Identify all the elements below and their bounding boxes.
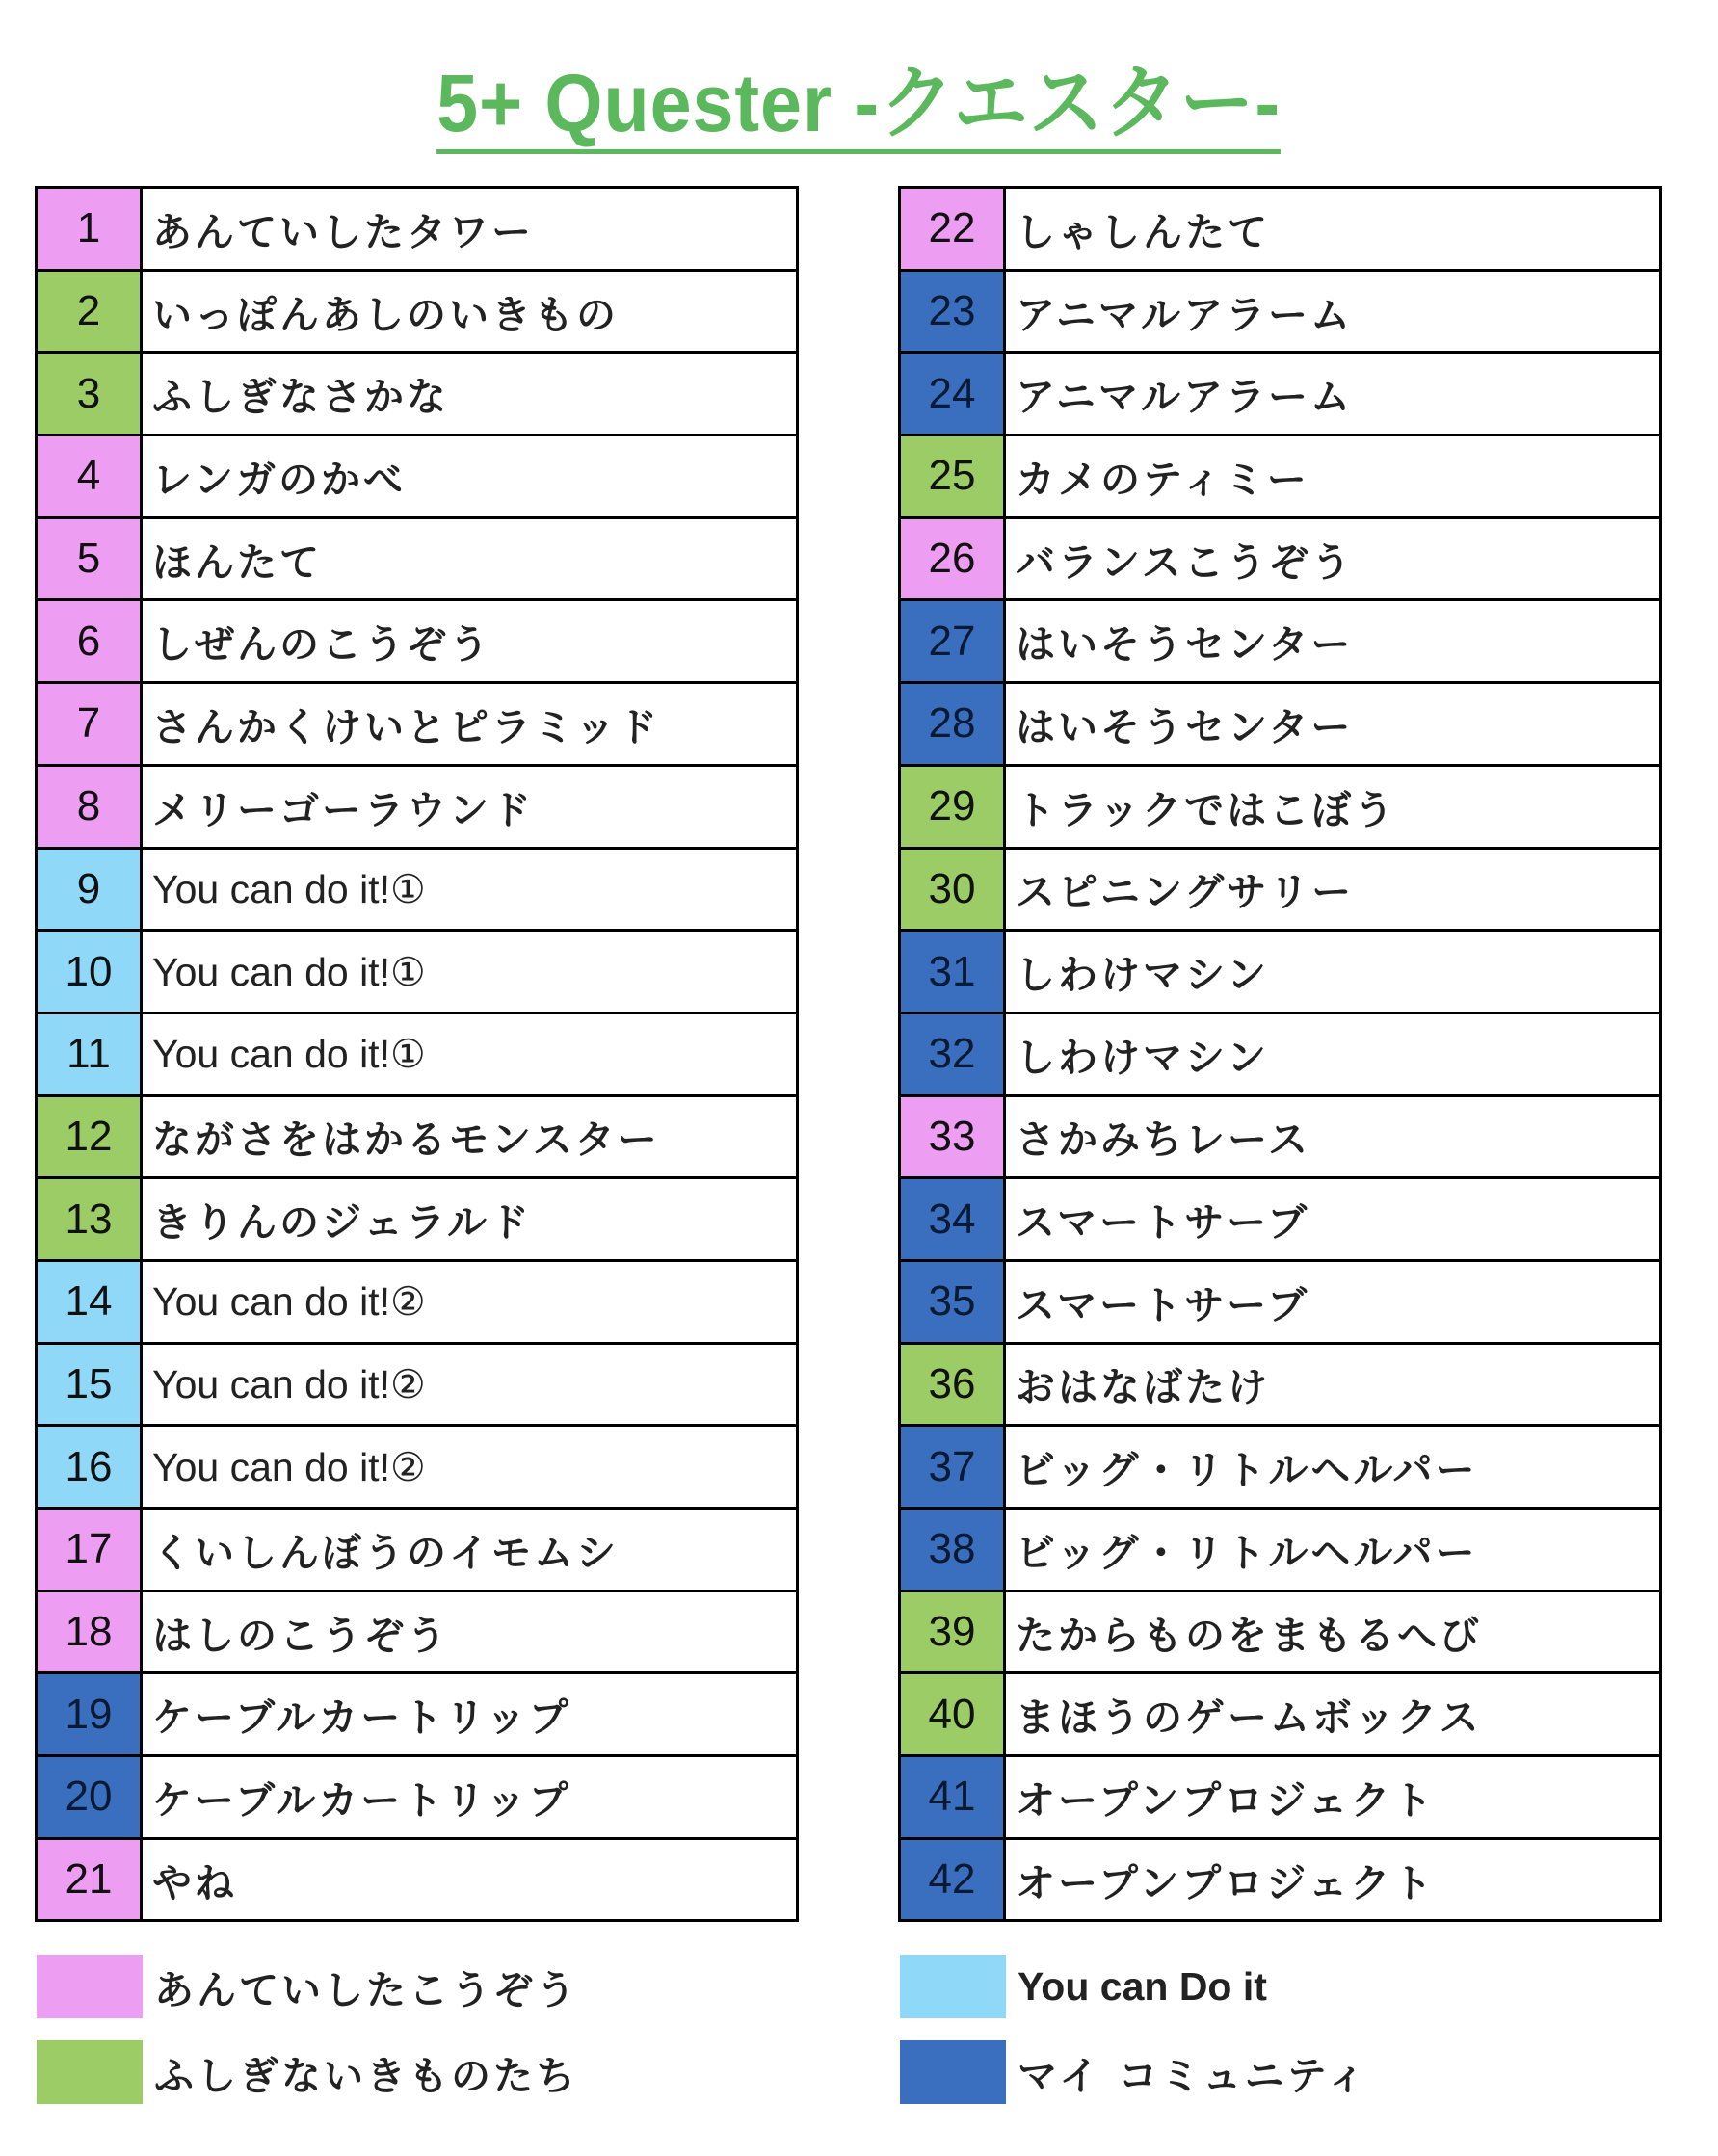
- table-row: [901, 354, 1659, 436]
- table-row: [901, 1592, 1659, 1675]
- row-number: 18: [38, 1592, 143, 1672]
- row-number: 42: [901, 1840, 1006, 1920]
- row-title: しわけマシン: [1016, 1034, 1269, 1081]
- legend-item-pink: [37, 1955, 578, 2018]
- row-title: You can do it!②: [152, 1444, 426, 1489]
- row-number: 21: [38, 1840, 143, 1920]
- row-title: あんていしたタワー: [152, 208, 534, 255]
- row-number: 8: [38, 767, 143, 847]
- row-number: 32: [901, 1014, 1006, 1094]
- legend-item-green: [37, 2040, 578, 2104]
- row-number: 33: [901, 1097, 1006, 1177]
- row-title: You can do it!②: [152, 1361, 426, 1407]
- table-row: [901, 601, 1659, 684]
- table-row: [38, 519, 796, 602]
- table-row: [38, 684, 796, 767]
- table-row: [38, 601, 796, 684]
- table-row: [38, 436, 796, 519]
- row-number: 16: [38, 1427, 143, 1507]
- row-title: やね: [152, 1859, 237, 1906]
- legend-swatch-green: [37, 2040, 143, 2104]
- row-title: アニマルアラーム: [1016, 374, 1353, 421]
- row-number: 17: [38, 1510, 143, 1590]
- row-number: 22: [901, 189, 1006, 269]
- table-row: [901, 1427, 1659, 1510]
- row-title: さかみちレース: [1016, 1117, 1310, 1164]
- row-number: 10: [38, 932, 143, 1012]
- legend-swatch-pink: [37, 1955, 143, 2018]
- row-number: 20: [38, 1757, 143, 1837]
- table-row: [901, 767, 1659, 850]
- row-number: 6: [38, 601, 143, 681]
- row-number: 23: [901, 272, 1006, 352]
- legend-swatch-light-blue: [900, 1955, 1006, 2018]
- row-number: 40: [901, 1674, 1006, 1754]
- row-title: スマートサーブ: [1016, 1199, 1310, 1247]
- row-title: You can do it!①: [152, 949, 426, 994]
- table-row: [38, 1840, 796, 1923]
- table-row: [38, 1674, 796, 1757]
- table-row: [901, 684, 1659, 767]
- legend-item-lblue: [900, 1955, 1267, 2018]
- table-row: [38, 1592, 796, 1675]
- table-row: [38, 354, 796, 436]
- left-table: [35, 186, 799, 1922]
- legend-swatch-dark-blue: [900, 2040, 1006, 2104]
- row-title: You can do it!②: [152, 1279, 426, 1325]
- row-title: オープンプロジェクト: [1016, 1859, 1436, 1906]
- row-title: しゃしんたて: [1016, 208, 1270, 255]
- row-number: 26: [901, 519, 1006, 599]
- row-title: いっぽんあしのいきもの: [152, 291, 619, 338]
- table-row: [901, 850, 1659, 933]
- table-row: [901, 519, 1659, 602]
- row-number: 36: [901, 1345, 1006, 1425]
- row-number: 12: [38, 1097, 143, 1177]
- table-row: [38, 1097, 796, 1180]
- row-title: たからものをまもるへび: [1016, 1612, 1482, 1659]
- table-row: [901, 1262, 1659, 1345]
- table-row: [901, 1097, 1659, 1180]
- row-number: 31: [901, 932, 1006, 1012]
- row-title: ケーブルカートリップ: [152, 1695, 571, 1742]
- row-number: 27: [901, 601, 1006, 681]
- table-row: [901, 932, 1659, 1014]
- row-number: 11: [38, 1014, 143, 1094]
- row-title: スマートサーブ: [1016, 1281, 1310, 1328]
- row-title: はいそうセンター: [1016, 621, 1354, 669]
- row-title: バランスこうぞう: [1016, 539, 1354, 586]
- row-title: アニマルアラーム: [1016, 291, 1353, 338]
- row-title: You can do it!①: [152, 1032, 426, 1077]
- legend-item-dblue: [900, 2040, 1368, 2104]
- row-title: ビッグ・リトルヘルパー: [1016, 1447, 1478, 1494]
- row-number: 25: [901, 436, 1006, 516]
- legend-label: ふしぎないきものたち: [154, 2052, 578, 2099]
- row-title: しわけマシン: [1016, 952, 1269, 999]
- table-row: [38, 272, 796, 355]
- row-number: 14: [38, 1262, 143, 1342]
- row-number: 38: [901, 1510, 1006, 1590]
- row-number: 2: [38, 272, 143, 352]
- table-row: [38, 767, 796, 850]
- table-row: [38, 189, 796, 272]
- row-title: トラックではこぼう: [1016, 786, 1397, 833]
- table-row: [38, 932, 796, 1014]
- row-title: くいしんぼうのイモムシ: [152, 1529, 619, 1576]
- row-title: オープンプロジェクト: [1016, 1776, 1436, 1824]
- row-number: 28: [901, 684, 1006, 764]
- row-number: 4: [38, 436, 143, 516]
- row-number: 41: [901, 1757, 1006, 1837]
- page-title-text: 5+ Quester -クエスター-: [436, 57, 1281, 154]
- row-title: おはなばたけ: [1016, 1364, 1270, 1411]
- table-row: [38, 1510, 796, 1592]
- table-row: [38, 1345, 796, 1428]
- row-title: しぜんのこうぞう: [152, 621, 491, 669]
- legend-label: マイ コミュニティ: [1018, 2052, 1369, 2099]
- table-row: [38, 850, 796, 933]
- table-row: [38, 1014, 796, 1097]
- legend-label: あんていしたこうぞう: [154, 1966, 578, 2013]
- row-number: 3: [38, 354, 143, 434]
- row-title: きりんのジェラルド: [152, 1199, 532, 1247]
- row-title: さんかくけいとピラミッド: [152, 703, 661, 750]
- row-title: はしのこうぞう: [152, 1612, 449, 1659]
- row-number: 39: [901, 1592, 1006, 1672]
- row-title: You can do it!①: [152, 866, 426, 911]
- row-title: メリーゴーラウンド: [152, 786, 534, 833]
- table-row: [901, 1840, 1659, 1923]
- row-number: 5: [38, 519, 143, 599]
- row-number: 29: [901, 767, 1006, 847]
- row-title: ふしぎなさかな: [152, 374, 449, 421]
- table-row: [901, 1179, 1659, 1262]
- row-title: はいそうセンター: [1016, 703, 1354, 750]
- row-number: 9: [38, 850, 143, 930]
- table-row: [901, 189, 1659, 272]
- table-row: [38, 1427, 796, 1510]
- row-number: 37: [901, 1427, 1006, 1507]
- row-title: ながさをはかるモンスター: [152, 1117, 660, 1164]
- table-row: [38, 1262, 796, 1345]
- table-row: [901, 1510, 1659, 1592]
- row-number: 19: [38, 1674, 143, 1754]
- table-row: [901, 272, 1659, 355]
- row-number: 7: [38, 684, 143, 764]
- row-title: スピニングサリー: [1016, 869, 1355, 916]
- row-title: ビッグ・リトルヘルパー: [1016, 1529, 1478, 1576]
- row-number: 15: [38, 1345, 143, 1425]
- table-row: [901, 1345, 1659, 1428]
- table-row: [901, 436, 1659, 519]
- right-table: [898, 186, 1662, 1922]
- row-number: 30: [901, 850, 1006, 930]
- row-title: ほんたて: [152, 539, 322, 586]
- row-number: 24: [901, 354, 1006, 434]
- row-number: 35: [901, 1262, 1006, 1342]
- table-row: [38, 1757, 796, 1840]
- page-title: [0, 50, 1718, 156]
- table-row: [901, 1757, 1659, 1840]
- row-number: 1: [38, 189, 143, 269]
- table-row: [38, 1179, 796, 1262]
- legend-label: You can Do it: [1018, 1963, 1267, 2009]
- row-number: 13: [38, 1179, 143, 1259]
- row-title: レンガのかべ: [152, 456, 406, 503]
- row-title: まほうのゲームボックス: [1016, 1695, 1482, 1742]
- table-row: [901, 1014, 1659, 1097]
- row-number: 34: [901, 1179, 1006, 1259]
- row-title: カメのティミー: [1016, 456, 1309, 503]
- table-row: [901, 1674, 1659, 1757]
- row-title: ケーブルカートリップ: [152, 1776, 571, 1824]
